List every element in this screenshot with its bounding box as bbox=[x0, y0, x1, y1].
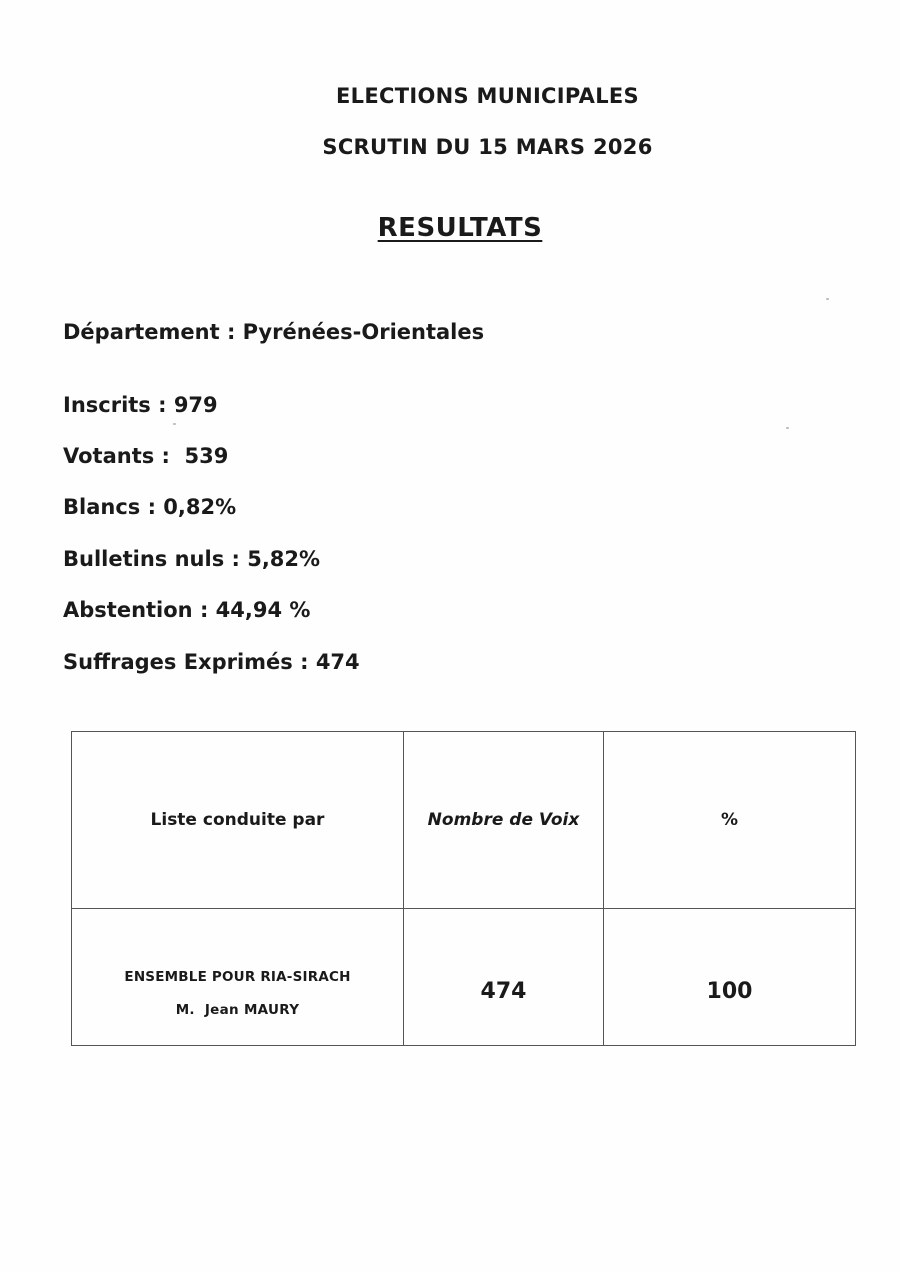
scan-speck bbox=[173, 423, 176, 425]
results-heading-text: RESULTATS bbox=[377, 213, 543, 243]
voix-cell bbox=[404, 909, 604, 1046]
votants-line: Votants : 539 bbox=[63, 444, 229, 468]
percent-value: 100 bbox=[706, 978, 753, 1004]
list-cell bbox=[72, 909, 404, 1046]
results-heading bbox=[0, 213, 900, 243]
scrutin-date-title: SCRUTIN DU 15 MARS 2026 bbox=[322, 135, 653, 159]
list-name: ENSEMBLE POUR RIA-SIRACH bbox=[124, 968, 351, 985]
blancs-line: Blancs : 0,82% bbox=[63, 495, 237, 519]
bulletins-nuls-line: Bulletins nuls : 5,82% bbox=[63, 547, 321, 571]
percent-cell bbox=[604, 909, 856, 1046]
header-percent: % bbox=[604, 732, 856, 909]
voix-value: 474 bbox=[480, 978, 527, 1004]
header-nombre-voix: Nombre de Voix bbox=[404, 732, 604, 909]
table-row bbox=[72, 909, 856, 1046]
suffrages-exprimes-line: Suffrages Exprimés : 474 bbox=[63, 650, 360, 674]
abstention-line: Abstention : 44,94 % bbox=[63, 598, 311, 622]
election-title: ELECTIONS MUNICIPALES bbox=[336, 84, 639, 108]
departement-line: Département : Pyrénées-Orientales bbox=[63, 320, 485, 344]
scan-speck bbox=[786, 427, 789, 429]
inscrits-line: Inscrits : 979 bbox=[63, 393, 218, 417]
list-leader: M. Jean MAURY bbox=[175, 1001, 300, 1018]
scan-speck bbox=[826, 298, 829, 300]
header-liste: Liste conduite par bbox=[72, 732, 404, 909]
table-header-row bbox=[72, 732, 856, 909]
results-table bbox=[71, 731, 856, 1046]
